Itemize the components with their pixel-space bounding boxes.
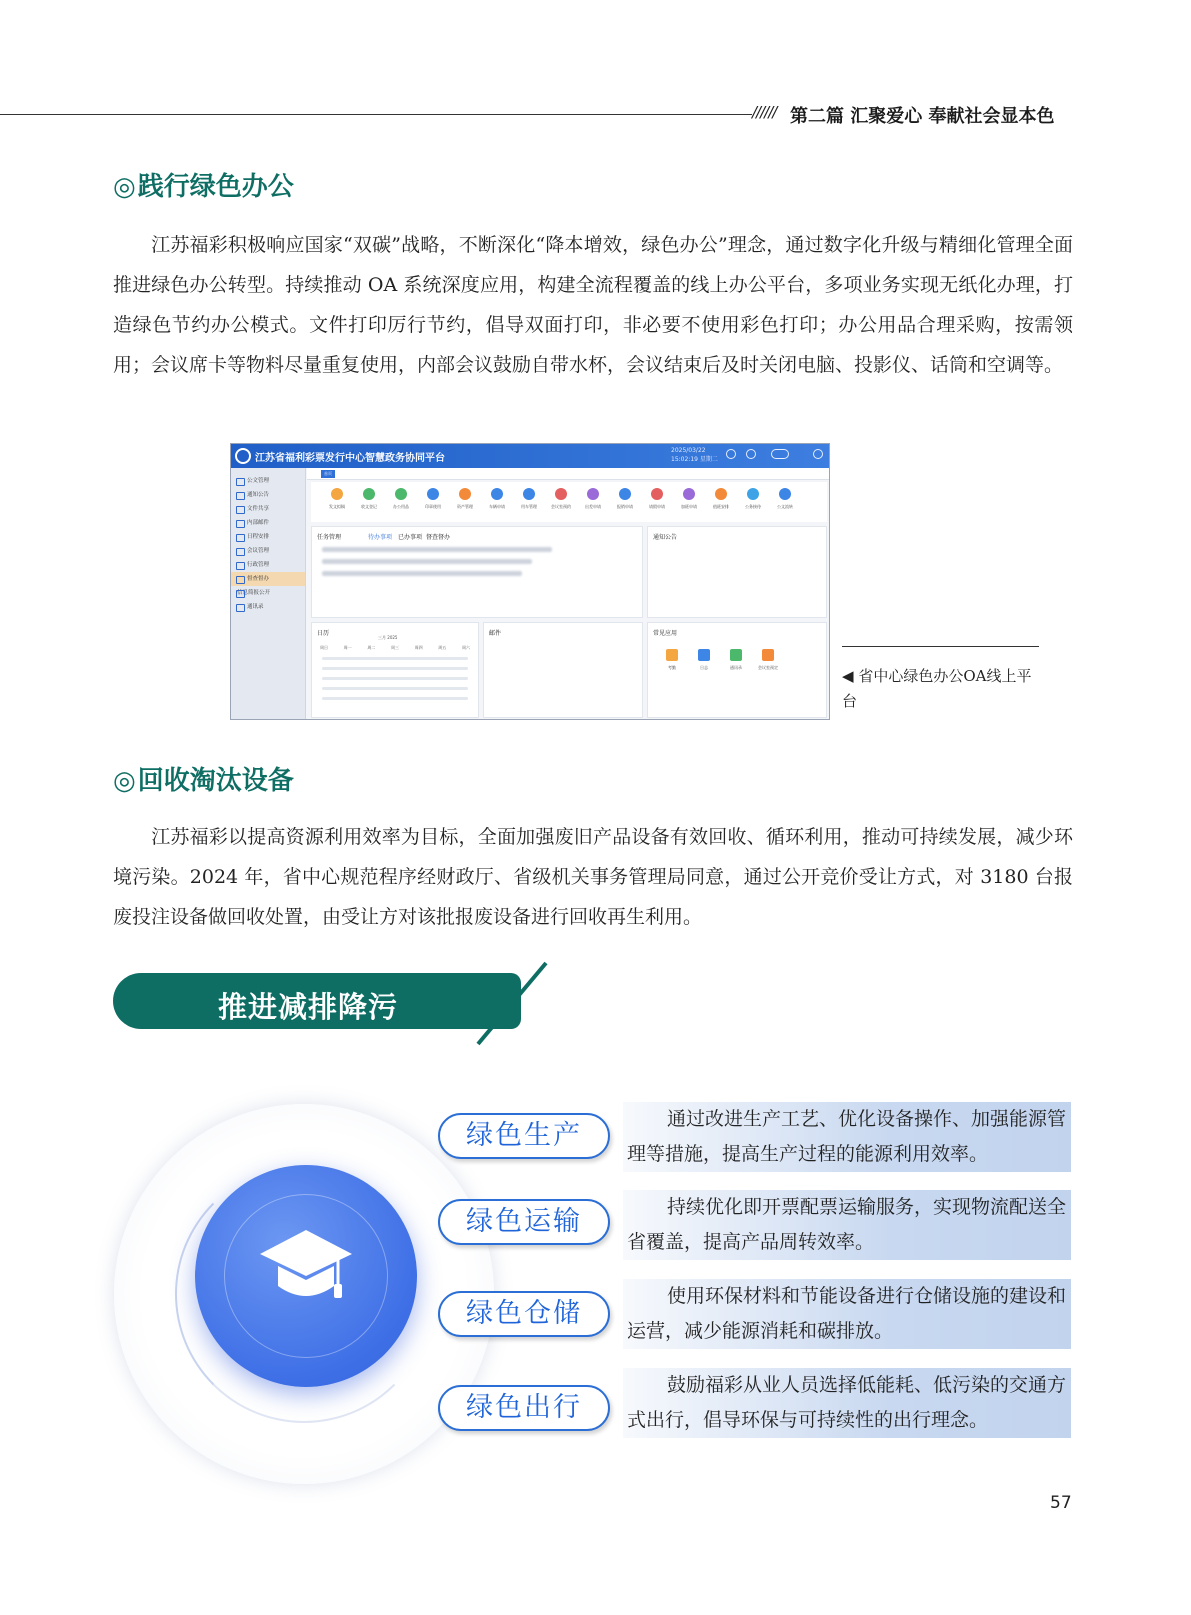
calendar-row <box>322 657 468 660</box>
app-icon <box>651 488 663 500</box>
app-icon <box>363 488 375 500</box>
home-icon <box>726 449 736 459</box>
oa-sidebar-item: 行政管理 <box>231 558 305 572</box>
item-desc-text: 使用环保材料和节能设备进行仓储设施的建设和运营，减少能源消耗和碳排放。 <box>627 1285 1067 1342</box>
chapter-title: 第二篇 汇聚爱心 奉献社会显本色 <box>790 106 1055 127</box>
oa-app-strip <box>311 482 827 522</box>
power-icon <box>813 449 823 459</box>
oa-tasks-tab: 已办事项 <box>398 534 423 541</box>
oa-notice-panel <box>647 526 827 618</box>
app-icon <box>779 488 791 500</box>
oa-sidebar-item: 会议管理 <box>231 544 305 558</box>
blurred-row <box>322 547 552 552</box>
app-icon <box>331 488 343 500</box>
app-label: 会议室预约 <box>551 504 571 509</box>
item-desc-production <box>623 1102 1071 1172</box>
weekday: 周五 <box>438 645 447 650</box>
meeting-room-icon <box>762 649 774 661</box>
section2-title-text: 回收淘汰设备 <box>137 766 294 796</box>
app-label: 办公用品 <box>393 504 409 509</box>
app-label: 印章使用 <box>425 504 441 509</box>
weekday: 周二 <box>367 645 376 650</box>
oa-sidebar-item-active: 督查督办 <box>231 572 305 586</box>
oa-title: 江苏省福利彩票发行中心智慧政务协同平台 <box>255 453 445 464</box>
weekday: 周六 <box>461 645 470 650</box>
oa-sidebar-item: 通知公告 <box>231 488 305 502</box>
blurred-row <box>322 571 522 576</box>
calendar-row <box>322 697 468 700</box>
item-desc-transport <box>623 1190 1071 1260</box>
item-desc-storage <box>623 1279 1071 1349</box>
section2-title <box>113 760 294 797</box>
user-icon <box>746 449 756 459</box>
app-label: 发文拟稿 <box>329 504 345 509</box>
oa-screenshot <box>230 443 830 720</box>
blurred-row <box>322 559 532 564</box>
app-icon <box>619 488 631 500</box>
caption-text: 省中心绿色办公OA线上平台 <box>842 667 1032 710</box>
app-icon <box>715 488 727 500</box>
header-slashes: ////// <box>752 103 777 121</box>
weekday: 周日 <box>320 645 328 650</box>
contacts-icon <box>730 649 742 661</box>
app-label: 请假申请 <box>649 504 665 509</box>
item-pill-storage: 绿色仓储 <box>438 1291 610 1337</box>
attendance-icon <box>666 649 678 661</box>
section2-marker: ◎ <box>113 766 136 796</box>
oa-tasks-tab: 待办事项 <box>368 534 393 541</box>
oa-tasks-tab: 督查督办 <box>426 534 451 541</box>
common-app-label: 会议室预定 <box>758 665 778 670</box>
oa-main <box>307 468 830 720</box>
app-icon <box>587 488 599 500</box>
section1-marker: ◎ <box>113 172 136 202</box>
app-icon <box>459 488 471 500</box>
oa-sidebar-item: 通讯录 <box>231 600 305 614</box>
caption-arrow-icon: ◀ <box>842 667 854 685</box>
figure-caption <box>842 664 1042 714</box>
item-pill-production: 绿色生产 <box>438 1113 610 1159</box>
app-icon <box>427 488 439 500</box>
oa-sidebar <box>231 468 306 720</box>
common-app-label: 日志 <box>700 665 708 670</box>
common-app-label: 通讯录 <box>730 665 742 670</box>
calendar-row <box>322 677 468 680</box>
avatar-icon <box>771 449 789 459</box>
graduation-cap-icon <box>258 1222 354 1318</box>
oa-calendar-weekdays <box>320 645 470 651</box>
item-pill-travel: 绿色出行 <box>438 1385 610 1431</box>
weekday: 周一 <box>343 645 352 650</box>
oa-calendar-month: 三月 2025 <box>378 635 398 640</box>
caption-rule <box>842 646 1039 647</box>
header-rule <box>0 114 752 115</box>
app-label: 用车管理 <box>521 504 537 509</box>
app-icon <box>747 488 759 500</box>
app-label: 报销申请 <box>617 504 633 509</box>
oa-sidebar-item: 公文管理 <box>231 474 305 488</box>
weekday: 周三 <box>390 645 399 650</box>
oa-calendar-title: 日历 <box>317 630 330 637</box>
common-app-label: 考勤 <box>668 665 676 670</box>
oa-mail-title: 邮件 <box>489 630 502 637</box>
oa-calendar-panel <box>311 622 479 718</box>
oa-topbar <box>231 444 830 468</box>
banner-title: 推进减排降污 <box>218 990 399 1024</box>
app-icon <box>683 488 695 500</box>
banner-slash-icon <box>470 960 550 1050</box>
section1-title-text: 践行绿色办公 <box>137 172 294 202</box>
calendar-row <box>322 687 468 690</box>
app-icon <box>395 488 407 500</box>
item-desc-text: 通过改进生产工艺、优化设备操作、加强能源管理等措施，提高生产过程的能源利用效率。 <box>627 1108 1067 1165</box>
app-label: 收文登记 <box>361 504 377 509</box>
section1-paragraph-text: 江苏福彩积极响应国家“双碳”战略，不断深化“降本增效，绿色办公”理念，通过数字化升级与精细化管理全面推进绿色办公转型。持续推动 OA 系统深度应用，构建全流程覆盖的线上办公平台，多项业务实现无纸化办理，打造绿色节约办公模式。文件打印厉行节约，倡导双面打印，非必要不使用彩色打印；办公用品合理采购，按需领用；会议席卡等物料尽量重复使用，内部会议鼓励自带水杯，会议结束后及时关闭电脑、投影仪、话筒和空调等。 <box>113 234 1073 376</box>
oa-sidebar-item: 文件共享 <box>231 502 305 516</box>
oa-common-title: 常见应用 <box>653 630 678 637</box>
item-desc-text: 鼓励福彩从业人员选择低能耗、低污染的交通方式出行，倡导环保与可持续性的出行理念。 <box>627 1374 1067 1431</box>
oa-tasks-panel <box>311 526 643 618</box>
oa-tab-home <box>321 470 335 478</box>
app-label: 公务接待 <box>745 504 761 509</box>
app-label: 资产管理 <box>457 504 473 509</box>
oa-mail-panel <box>483 622 643 718</box>
oa-sidebar-item: 日程安排 <box>231 530 305 544</box>
oa-notice-title: 通知公告 <box>653 534 678 541</box>
oa-sidebar-subitem: 信息简报公开 <box>231 586 305 600</box>
section1-title <box>113 166 294 203</box>
page-number: 57 <box>1050 1493 1072 1513</box>
log-icon <box>698 649 710 661</box>
oa-sidebar-item: 内部邮件 <box>231 516 305 530</box>
app-label: 加班申请 <box>681 504 697 509</box>
oa-tabbar <box>307 468 830 480</box>
oa-common-panel <box>647 622 827 718</box>
item-pill-transport: 绿色运输 <box>438 1199 610 1245</box>
item-desc-travel <box>623 1368 1071 1438</box>
app-icon <box>555 488 567 500</box>
calendar-row <box>322 667 468 670</box>
app-label: 车辆申请 <box>489 504 505 509</box>
app-icon <box>491 488 503 500</box>
app-label: 值班安排 <box>713 504 729 509</box>
oa-tab-label: 首页 <box>324 471 332 476</box>
oa-tasks-title: 任务管理 <box>317 534 342 541</box>
weekday: 周四 <box>414 645 423 650</box>
oa-datetime: 2025/03/22 15:02:19 星期二 <box>671 447 718 463</box>
app-label: 公文流转 <box>777 504 793 509</box>
section2-paragraph <box>113 817 1073 937</box>
app-icon <box>523 488 535 500</box>
section1-paragraph <box>113 225 1073 385</box>
app-label: 出差申请 <box>585 504 601 509</box>
item-desc-text: 持续优化即开票配票运输服务，实现物流配送全省覆盖，提高产品周转效率。 <box>627 1196 1067 1253</box>
oa-logo-icon <box>235 448 251 464</box>
section2-paragraph-text: 江苏福彩以提高资源利用效率为目标，全面加强废旧产品设备有效回收、循环利用，推动可持续发展，减少环境污染。2024 年，省中心规范程序经财政厅、省级机关事务管理局同意，通过公开竞价受让方式，对 3180 台报废投注设备做回收处置，由受让方对该批报废设备进行回收再生利用。 <box>113 826 1073 928</box>
